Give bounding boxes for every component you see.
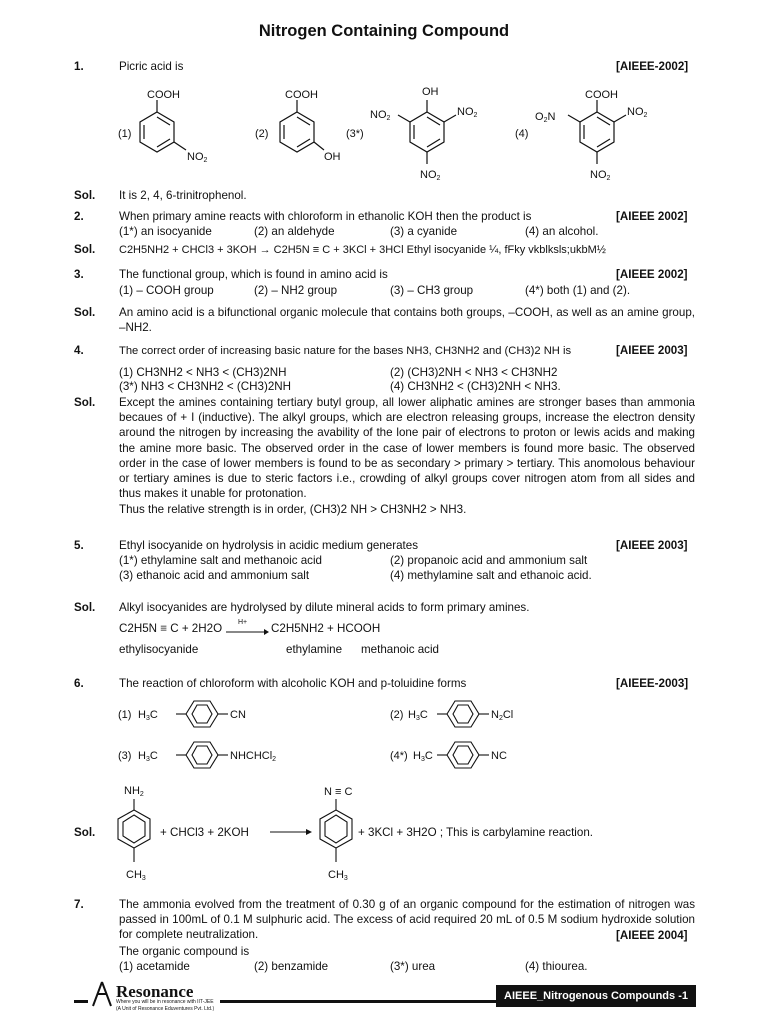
solution-5-name-3: methanoic acid (361, 643, 439, 656)
solution-4-text: Except the amines containing tertiary butyl group, all lower aliphatic amines are stronger bases than ammonia becaues of + I (inductive). The alkyl groups, which are electron releasing groups, increase the electron density around the nitrogen by increasing the avability of the lone pair of electrons to proton or lewis acids and making the amine more basic. The observed order in the case of lower members is found more basic. The observed order in the case of lower members is found to be as secondary > primary > tertiary. This anomolous behaviour or tertiary amines is due to steric factors i.e., crowding of alkyl groups cover nitrogen atom from all sides and thus makes it unable for protonation. (119, 396, 695, 501)
solution-5-name-1: ethylisocyanide (119, 643, 199, 656)
solution-5-name-2: ethylamine (286, 643, 343, 656)
s6-nh2: NH2 (124, 785, 144, 798)
q4-option-3: (3*) NH3 < CH3NH2 < (CH3)2NH (119, 380, 292, 393)
q6-option-2-label: (2) (390, 709, 404, 721)
question-number-1: 1. (74, 60, 84, 73)
q6-opt2-group: N2Cl (491, 709, 514, 722)
q6-option-3-label: (3) (118, 750, 132, 762)
q5-option-3: (3) ethanoic acid and ammonium salt (119, 569, 310, 582)
solution-3-text: An amino acid is a bifunctional organic molecule that contains both groups, –COOH, as well as an amine group, –NH2. (119, 306, 695, 335)
q1-s2-cooh: COOH (285, 89, 318, 101)
q3-option-2: (2) – NH2 group (254, 284, 338, 297)
question-2-text: When primary amine reacts with chloroform in ethanolic KOH then the product is (119, 210, 532, 223)
q7-option-1: (1) acetamide (119, 960, 190, 973)
q1-option-2-label: (2) (255, 128, 269, 140)
question-1-structures (110, 82, 710, 192)
solution-5-equation-right: C2H5NH2 + HCOOH (271, 622, 381, 635)
question-7-tag: [AIEEE 2004] (616, 929, 688, 942)
question-4-text: The correct order of increasing basic nature for the bases NH3, CH3NH2 and (CH3)2 NH is (119, 345, 572, 357)
q6-option-1-label: (1) (118, 709, 132, 721)
q4-option-2: (2) (CH3)2NH < NH3 < CH3NH2 (390, 366, 558, 379)
question-number-7: 7. (74, 898, 84, 911)
q7-option-2: (2) benzamide (254, 960, 329, 973)
q2-option-2: (2) an aldehyde (254, 225, 335, 238)
q6-option-4-label: (4*) (390, 750, 408, 762)
solution-5-equation-left: C2H5N ≡ C + 2H2O (119, 622, 223, 635)
question-6-text: The reaction of chloroform with alcoholic KOH and p-toluidine forms (119, 677, 467, 690)
q1-s3-oh: OH (422, 86, 439, 98)
q1-s3-no2-bottom: NO2 (420, 169, 441, 182)
q1-s3-no2-right: NO2 (457, 106, 478, 119)
question-6-structures (110, 694, 710, 774)
q1-s3-no2-left: NO2 (370, 109, 391, 122)
q1-s4-no2-bottom: NO2 (590, 169, 611, 182)
q4-option-1: (1) CH3NH2 < NH3 < (CH3)2NH (119, 366, 287, 379)
q2-option-3: (3) a cyanide (390, 225, 458, 238)
question-number-2: 2. (74, 210, 84, 223)
question-3-tag: [AIEEE 2002] (616, 268, 688, 281)
question-5-tag: [AIEEE 2003] (616, 539, 688, 552)
q5-option-2: (2) propanoic acid and ammonium salt (390, 554, 588, 567)
q3-option-1: (1) – COOH group (119, 284, 214, 297)
q7-option-4: (4) thiourea. (525, 960, 588, 973)
solution-6-reagents: + CHCl3 + 2KOH (160, 826, 249, 839)
s6-ch3-right: CH3 (328, 869, 348, 882)
page-title: Nitrogen Containing Compound (258, 22, 510, 40)
question-4-tag: [AIEEE 2003] (616, 344, 688, 357)
q7-option-3: (3*) urea (390, 960, 436, 973)
question-1-text: Picric acid is (119, 60, 184, 73)
q3-option-3: (3) – CH3 group (390, 284, 474, 297)
q3-option-4: (4*) both (1) and (2). (525, 284, 631, 297)
solution-label-2: Sol. (74, 243, 96, 256)
solution-label-1: Sol. (74, 189, 96, 202)
q1-option-4-label: (4) (515, 128, 529, 140)
q1-s4-o2n: O2N (535, 111, 556, 124)
solution-label-3: Sol. (74, 306, 96, 319)
solution-label-5: Sol. (74, 601, 96, 614)
solution-5-text: Alkyl isocyanides are hydrolysed by dilute mineral acids to form primary amines. (119, 601, 530, 614)
footer-tagline: Where you will be in resonance with IIT-JEE (116, 999, 214, 1005)
q1-s1-cooh: COOH (147, 89, 180, 101)
q6-opt4-group: NC (491, 750, 507, 762)
solution-4-conclusion: Thus the relative strength is in order, (CH3)2 NH > CH3NH2 > NH3. (119, 503, 467, 516)
solution-label-6: Sol. (74, 826, 96, 839)
q1-s4-cooh: COOH (585, 89, 618, 101)
resonance-logo-icon (90, 980, 114, 1008)
question-2-tag: [AIEEE 2002] (616, 210, 688, 223)
question-number-3: 3. (74, 268, 84, 281)
q6-opt3-group: NHCHCl2 (230, 750, 277, 763)
q1-s4-no2-right: NO2 (627, 106, 648, 119)
q4-option-4: (4) CH3NH2 < (CH3)2NH < NH3. (390, 380, 561, 393)
q6-opt2-h3c: H3C (408, 709, 428, 722)
q6-opt1-h3c: H3C (138, 709, 158, 722)
question-number-5: 5. (74, 539, 84, 552)
question-3-text: The functional group, which is found in amino acid is (119, 268, 388, 281)
q2-option-4: (4) an alcohol. (525, 225, 599, 238)
question-6-tag: [AIEEE-2003] (616, 677, 689, 690)
s6-nc: N ≡ C (324, 786, 353, 798)
solution-1-text: It is 2, 4, 6-trinitrophenol. (119, 189, 247, 202)
question-1-tag: [AIEEE-2002] (616, 60, 689, 73)
question-number-6: 6. (74, 677, 84, 690)
s6-ch3-left: CH3 (126, 869, 146, 882)
q2-option-1: (1*) an isocyanide (119, 225, 212, 238)
q6-opt1-group: CN (230, 709, 246, 721)
footer-rule-left (74, 1000, 88, 1003)
q1-option-1-label: (1) (118, 128, 132, 140)
solution-6-products: + 3KCl + 3H2O ; This is carbylamine reaction. (358, 826, 593, 839)
q1-s1-no2: NO2 (187, 151, 208, 164)
solution-5-condition: H+ (238, 619, 248, 626)
q1-s2-oh: OH (324, 151, 341, 163)
footer-page-label: AIEEE_Nitrogenous Compounds -1 (496, 985, 696, 1007)
q5-option-4: (4) methylamine salt and ethanoic acid. (390, 569, 592, 582)
footer-rule (220, 1000, 500, 1003)
q1-option-3-label: (3*) (346, 128, 364, 140)
question-number-4: 4. (74, 344, 84, 357)
q6-opt4-h3c: H3C (413, 750, 433, 763)
question-5-text: Ethyl isocyanide on hydrolysis in acidic medium generates (119, 539, 419, 552)
footer-company: (A Unit of Resonance Eduventures Pvt. Ltd.) (116, 1006, 215, 1012)
q5-option-1: (1*) ethylamine salt and methanoic acid (119, 554, 322, 567)
footer-brand: Resonance (116, 982, 194, 1001)
question-7-prompt: The organic compound is (119, 945, 250, 958)
question-7-text: The ammonia evolved from the treatment of 0.30 g of an organic compound for the estimation of nitrogen was passed in 100mL of 0.1 M sulphuric acid. The excess of acid required 20 mL of 0.5 M sodium hydroxide solution for complete neutralization. (119, 898, 695, 942)
q6-opt3-h3c: H3C (138, 750, 158, 763)
solution-label-4: Sol. (74, 396, 96, 409)
solution-2-text: C2H5NH2 + CHCl3 + 3KOH → C2H5N ≡ C + 3KCl + 3HCl Ethyl isocyanide ¼, fFky vkblksls;ukbM½ (119, 244, 606, 256)
